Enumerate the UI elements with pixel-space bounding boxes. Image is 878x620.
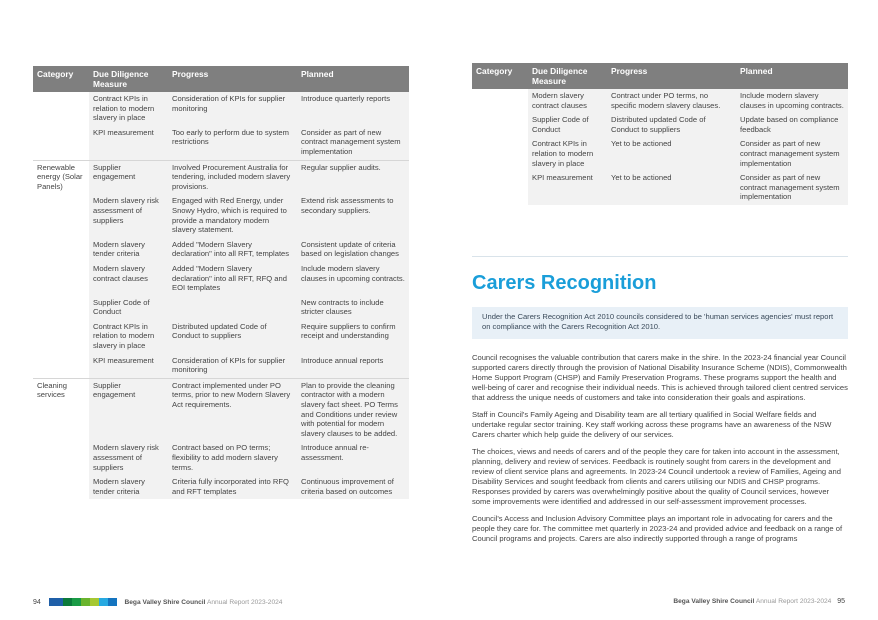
strip-segment — [72, 598, 81, 606]
table-row — [33, 194, 409, 237]
cell-measure: Modern slavery risk assessment of suppliers — [89, 194, 168, 237]
cell-planned: Plan to provide the cleaning contractor with a modern slavery fact sheet. PO Terms and Conditions under review with potential for modern slavery clauses to be added. — [297, 378, 409, 441]
cell-measure: Contract KPIs in relation to modern slavery in place — [528, 137, 607, 171]
cell-progress — [168, 296, 297, 320]
cell-progress: Criteria fully incorporated into RFQ and RFT templates — [168, 475, 297, 499]
cell-category — [33, 320, 89, 354]
cell-planned: Introduce annual reports — [297, 354, 409, 379]
cell-progress: Engaged with Red Energy, under Snowy Hydro, which is required to provide a mandatory modern slavery statement. — [168, 194, 297, 237]
cell-progress: Contract implemented under PO terms, prior to new Modern Slavery Act requirements. — [168, 378, 297, 441]
cell-progress: Added "Modern Slavery declaration" into all RFT, templates — [168, 238, 297, 262]
cell-category — [472, 137, 528, 171]
cell-category: Cleaning services — [33, 378, 89, 441]
cell-measure: Supplier Code of Conduct — [89, 296, 168, 320]
report-name: Annual Report 2023-2024 — [755, 598, 832, 605]
cell-progress: Distributed updated Code of Conduct to suppliers — [168, 320, 297, 354]
cell-progress: Involved Procurement Australia for tendering, included modern slavery provisions. — [168, 160, 297, 194]
cell-category — [472, 113, 528, 137]
table-row — [33, 160, 409, 194]
paragraph: The choices, views and needs of carers and of the people they care for taken into account in the assessment, planning, delivery and review of services. Feedback is routinely sought from carers in the development and review of client service plans and agreements. In 2023-24 Council undertook a review of Families, Ageing and Disability Services and sought feedback from clients and carers utilising our NDIS and CHSP programs. Responses provided by carers was overwhelmingly positive about the quality of Council services, however some improvements were identified and addressed in our self-assessment improvement processes. — [472, 447, 841, 506]
cell-measure: Modern slavery tender criteria — [89, 238, 168, 262]
table-row — [33, 238, 409, 262]
cell-progress: Too early to perform due to system restrictions — [168, 126, 297, 160]
cell-planned: Continuous improvement of criteria based on outcomes — [297, 475, 409, 499]
org-name: Bega Valley Shire Council — [673, 598, 755, 605]
header-measure: Due Diligence Measure — [89, 66, 168, 92]
table-row — [33, 296, 409, 320]
cell-planned: Consider as part of new contract management system implementation — [736, 137, 848, 171]
strip-segment — [108, 598, 117, 606]
cell-measure: Modern slavery tender criteria — [89, 475, 168, 499]
cell-planned: Consistent update of criteria based on legislation changes — [297, 238, 409, 262]
cell-progress: Yet to be actioned — [607, 171, 736, 205]
header-planned: Planned — [736, 63, 848, 89]
cell-category — [472, 89, 528, 113]
cell-category — [33, 92, 89, 126]
cell-planned: Introduce quarterly reports — [297, 92, 409, 126]
table-row — [33, 441, 409, 475]
cell-progress: Consideration of KPIs for supplier monitoring — [168, 92, 297, 126]
brand-color-strip — [49, 598, 117, 606]
cell-planned: Require suppliers to confirm receipt and understanding — [297, 320, 409, 354]
footer-right — [673, 598, 845, 605]
org-name: Bega Valley Shire Council — [124, 598, 206, 606]
cell-category — [33, 126, 89, 160]
cell-measure: Modern slavery contract clauses — [528, 89, 607, 113]
callout-box: Under the Carers Recognition Act 2010 councils considered to be 'human services agencies' must report on compliance with the Carers Recognition Act 2010. — [472, 307, 848, 339]
strip-segment — [63, 598, 72, 606]
cell-measure: KPI measurement — [528, 171, 607, 205]
cell-planned: Include modern slavery clauses in upcoming contracts. — [297, 262, 409, 296]
table-header-row — [472, 63, 848, 89]
header-category: Category — [472, 63, 528, 89]
cell-planned: Consider as part of new contract management system implementation — [297, 126, 409, 160]
cell-category — [33, 354, 89, 379]
table-row — [472, 137, 848, 171]
cell-progress: Consideration of KPIs for supplier monitoring — [168, 354, 297, 379]
cell-progress: Contract based on PO terms; flexibility to add modern slavery terms. — [168, 441, 297, 475]
page-number: 95 — [837, 598, 845, 605]
cell-measure: Contract KPIs in relation to modern slavery in place — [89, 320, 168, 354]
cell-category — [33, 441, 89, 475]
header-planned: Planned — [297, 66, 409, 92]
section-divider — [472, 256, 848, 257]
cell-measure: Modern slavery contract clauses — [89, 262, 168, 296]
due-diligence-table-right — [472, 63, 848, 205]
table-row — [33, 354, 409, 379]
page-number: 94 — [33, 598, 41, 606]
cell-category — [33, 194, 89, 237]
paragraph: Staff in Council's Family Ageing and Disability team are all tertiary qualified in Social Welfare fields and undertake regular sector training. Key staff working across these programs have an awareness of the NSW Carers charter which help guide the delivery of our services. — [472, 410, 832, 439]
header-progress: Progress — [607, 63, 736, 89]
section-title: Carers Recognition — [472, 272, 657, 294]
cell-progress: Yet to be actioned — [607, 137, 736, 171]
strip-segment — [81, 598, 90, 606]
cell-planned: Introduce annual re-assessment. — [297, 441, 409, 475]
cell-progress: Distributed updated Code of Conduct to suppliers — [607, 113, 736, 137]
cell-measure: Supplier engagement — [89, 160, 168, 194]
paragraph: Council's Access and Inclusion Advisory Committee plays an important role in advocating for carers and the people they care for. The committee met quarterly in 2023-24 and provided advice and feedback on a range of Council programs and projects. Carers are also indirectly supported through a range of programs — [472, 514, 843, 543]
report-name: Annual Report 2023-2024 — [206, 598, 283, 606]
header-category: Category — [33, 66, 89, 92]
strip-segment — [49, 598, 63, 606]
due-diligence-table-left — [33, 66, 409, 499]
cell-planned: Include modern slavery clauses in upcoming contracts. — [736, 89, 848, 113]
paragraph: Council recognises the valuable contribution that carers make in the shire. In the 2023-24 financial year Council supported carers directly through the provision of National Disability Insurance Scheme (NDIS), Commonwealth Home Support Program (CHSP) and Family Preservation Programs. These programs support the health and well-being of carer and recognise their individual needs. This is achieved through tailored client centred services that address the unique needs of customers and take into consideration their goals and aspirations. — [472, 353, 848, 402]
cell-progress: Contract under PO terms, no specific modern slavery clauses. — [607, 89, 736, 113]
table-header-row — [33, 66, 409, 92]
cell-planned: Regular supplier audits. — [297, 160, 409, 194]
table-row — [472, 89, 848, 113]
cell-measure: KPI measurement — [89, 354, 168, 379]
body-text — [472, 353, 848, 551]
table-row — [33, 320, 409, 354]
cell-category — [33, 296, 89, 320]
header-progress: Progress — [168, 66, 297, 92]
cell-category — [33, 475, 89, 499]
cell-planned: Extend risk assessments to secondary suppliers. — [297, 194, 409, 237]
table-row — [472, 171, 848, 205]
cell-measure: Modern slavery risk assessment of suppliers — [89, 441, 168, 475]
table-body — [472, 89, 848, 205]
cell-category: Renewable energy (Solar Panels) — [33, 160, 89, 194]
cell-measure: Supplier engagement — [89, 378, 168, 441]
right-page — [439, 0, 878, 620]
cell-planned: Consider as part of new contract management system implementation — [736, 171, 848, 205]
cell-measure: Contract KPIs in relation to modern slavery in place — [89, 92, 168, 126]
footer-left — [33, 598, 282, 606]
table-row — [33, 126, 409, 160]
cell-category — [33, 262, 89, 296]
table-row — [33, 92, 409, 126]
table-row — [472, 113, 848, 137]
table-row — [33, 475, 409, 499]
cell-category — [472, 171, 528, 205]
cell-category — [33, 238, 89, 262]
cell-planned: Update based on compliance feedback — [736, 113, 848, 137]
table-body — [33, 92, 409, 499]
table-row — [33, 378, 409, 441]
cell-planned: New contracts to include stricter clauses — [297, 296, 409, 320]
table-row — [33, 262, 409, 296]
strip-segment — [90, 598, 99, 606]
cell-measure: Supplier Code of Conduct — [528, 113, 607, 137]
header-measure: Due Diligence Measure — [528, 63, 607, 89]
cell-measure: KPI measurement — [89, 126, 168, 160]
strip-segment — [99, 598, 108, 606]
cell-progress: Added "Modern Slavery declaration" into all RFT, RFQ and EOI templates — [168, 262, 297, 296]
